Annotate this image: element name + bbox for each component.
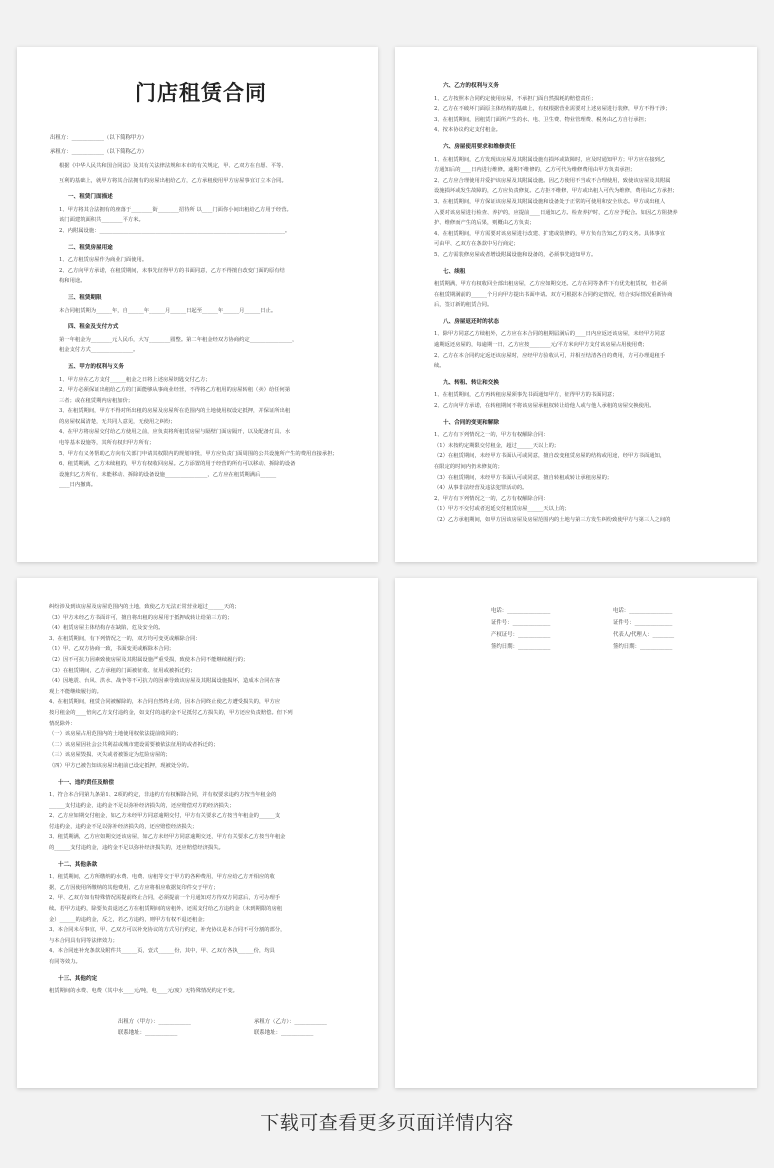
- clause-line: 续。若甲方违约，除要负责退还乙方在租赁期间的房租外，还需支付给乙方违约金（未到期限的房租: [49, 906, 283, 913]
- contact-field: 代表人/代理人：________: [613, 632, 675, 638]
- clause-line: 在限定的时间内仍未修复的；: [434, 464, 503, 470]
- section: [425, 418, 735, 526]
- clause-line: （1）甲方不交付或者迟延交付租赁房屋______天以上的；: [434, 506, 570, 513]
- section-heading: 六、房屋使用要求和维修责任: [443, 143, 516, 150]
- section: [425, 267, 735, 311]
- clause-line: 后，签订新的租赁合同。: [434, 302, 493, 309]
- section: [50, 362, 352, 491]
- clause-line: 可由甲、乙双方在条款中另行商定；: [434, 241, 519, 248]
- clause-line: 设施损坏或发生故障的，乙方应负责修复。乙方拒不维修，甲方或出租人可代为维修，费用由乙方承担；: [434, 188, 678, 195]
- text-line: 互利的基础上，就甲方将其合法拥有的房屋出租给乙方，乙方承租使用甲方房屋事宜订立本合同。: [59, 177, 287, 184]
- clause-line: 5、甲方有义务帮助乙方向有关部门申请其权限内的规划审批，甲方应负责门面周围的公共设施所产生的费用直接承担；: [59, 450, 338, 457]
- section: [425, 317, 735, 372]
- clause-line: 1、在租赁期间，乙方再转租房屋须事先书面通知甲方，征得甲方的书面同意；: [434, 392, 618, 399]
- section: [40, 778, 354, 854]
- clause-line: 2、内附属设施：______________________________________________________________________。: [59, 227, 291, 234]
- section-heading: 十一、违约责任及赔偿: [58, 779, 114, 786]
- signature-field: 联系地址：____________: [118, 1029, 178, 1036]
- text-line: 4、在租赁期间，租赁合同被解除的，本合同自然终止的，因本合同终止使乙方遭受损失的，甲方应: [49, 699, 281, 706]
- section: [425, 81, 735, 136]
- preamble: [50, 161, 352, 186]
- contact-field: 产权证号：____________: [491, 632, 551, 638]
- clause-line: 1、在租赁期间，乙方发现该房屋及其附属设施有损坏或故障时，应及时通知甲方；甲方应在接到乙: [434, 156, 666, 163]
- text-line: （4）因地震、台风、洪水、战争等不可抗力的因素导致该房屋及其附属设施损坏，造成本合同在客: [49, 678, 281, 685]
- section: [50, 322, 352, 356]
- clause-line: 构和用途。: [59, 278, 86, 285]
- clause-line: ____日内撤离。: [59, 482, 97, 489]
- download-caption: 下载可查看更多页面详情内容: [260, 1112, 514, 1134]
- contact-fields: [491, 606, 737, 652]
- clause-line: ______支付违约金，违约金不足以弥补经济损失的，还应赔偿对方的经济损失；: [49, 802, 235, 809]
- text-line: （2）因不可抗力因素致使房屋及其附属设施严重受损，致使本合同不能继续履行的；: [49, 656, 249, 663]
- section-heading: 四、租金及支付方式: [68, 324, 119, 331]
- contract-page-2: [395, 47, 757, 562]
- text-line: 情况除外：: [49, 720, 76, 727]
- clause-line: 租赁期满，甲方有权收回全部出租房屋，乙方应如期交还。乙方在同等条件下有优先租赁权，但必须: [434, 281, 668, 288]
- clause-line: 5、乙方需装修房屋或者增设附属设施和设备的，必须事先通知甲方。: [434, 251, 597, 258]
- text-line: （1）甲、乙双方协商一致，书面变更或解除本合同；: [49, 646, 175, 653]
- section: [50, 243, 352, 287]
- contract-page-4: [395, 578, 757, 1088]
- clause-line: 6、租赁期满，乙方未续租的，甲方有权收回房屋。乙方添置的用于经营的所有可以移动、拆除的设备: [59, 461, 296, 468]
- clause-line: 逾期返还房屋的，每逾期一日，乙方应按________元/平方米向甲方支付该房屋占用使用费；: [434, 342, 648, 349]
- party-line: 承租方：____________（以下简称乙方）: [50, 149, 148, 155]
- clause-line: （4）从事非法经营及违法犯罪活动的。: [434, 485, 528, 492]
- clause-line: 租金支付方式________________。: [59, 347, 139, 354]
- clause-line: 据，乙方因使用所缴纳的其他费用，乙方应将相应收据复印件交于甲方；: [49, 884, 219, 891]
- section-heading: 五、甲方的权利与义务: [68, 363, 124, 370]
- section-heading: 六、乙方的权利与义务: [443, 83, 499, 89]
- section-heading: 十、合同的变更和解除: [443, 419, 499, 426]
- clause-line: 2、乙方在不破坏门面原主体结构的基础上，有权根据营业需要对上述房屋进行装修，甲方不得干涉；: [434, 106, 671, 113]
- text-line: （四）甲方已被告知该房屋出租前已设定抵押，现被处分的。: [49, 762, 193, 769]
- signature-field: 承租方（乙方）：____________: [254, 1018, 327, 1025]
- clause-line: 2、乙方应如期交付租金，如乙方未经甲方同意逾期交付，甲方有关要求乙方按当年租金的______支: [49, 813, 281, 820]
- contact-field: 电话：________________: [613, 608, 673, 614]
- section-heading: 九、转租、转让和交换: [443, 379, 499, 386]
- clause-line: 方通知后的____日内进行维修。逾期不维修的，乙方可代为维修费用由甲方负责承担；: [434, 167, 636, 174]
- clause-line: 第一年租金为________元人民币，大写________圆整。第二年租金经双方协商约定________________，: [59, 336, 298, 343]
- clause-line: 1、租赁期间，乙方所缴纳的水费、电费、房租等交于甲方的各种费用，甲方应给乙方开相应的收: [49, 874, 275, 881]
- clause-line: 付违约金，违约金不足以弥补经济损失的，还应赔偿经济损失；: [49, 823, 198, 830]
- clause-line: 本合同租赁期为______年，自______年______月______日起至______年______月______日止。: [59, 307, 277, 314]
- clause-line: 2、乙方在本合同约定返还该房屋时，应经甲方验收认可，并相互结清各自的费用，方可办理退租手: [434, 352, 666, 359]
- section-heading: 一、租赁门面描述: [68, 194, 113, 201]
- clause-line: 2、甲方有下列情况之一的，乙方有权解除合同：: [434, 495, 549, 502]
- contact-field: 证件号：______________: [491, 620, 551, 626]
- section: [40, 860, 354, 968]
- contact-field: 电话：________________: [491, 608, 551, 614]
- clause-line: 2、乙方向甲方承诺，在转租期间不将该房屋承租权转让给他人或与他人承租的房屋交换使用。: [434, 403, 655, 410]
- clause-line: 有同等效力。: [49, 959, 81, 965]
- clause-line: 入要对该房屋进行检查、养护的，应提前____日通知乙方。检查养护时，乙方应予配合。如因乙方阻挠养: [434, 209, 678, 216]
- clause-line: 1、符合本合同第九条第1、2项的约定，非违约方有权解除合同，并有权要求违约方按当年租金的: [49, 792, 277, 799]
- contract-page-1: [17, 47, 378, 562]
- clause-line: 3、在租赁期间，因租赁门面所产生的水、电、卫生费、物业管理费、税务由乙方自行承担；: [434, 116, 650, 123]
- section: [50, 293, 352, 316]
- section: [50, 192, 352, 236]
- clause-line: 4、在租赁期间，甲方需要对该房屋进行改建、扩建或装修的，甲方负有告知乙方的义务。具体事宜: [434, 230, 666, 237]
- clause-line: 1、乙方有下列情况之一的，甲方有权解除合同：: [434, 432, 549, 439]
- clause-line: 3、本合同未尽事宜，甲、乙双方可以补充协议的方式另行约定，补充协议是本合同不可分割的部分，: [49, 927, 286, 934]
- contact-field: 签约日期：____________: [613, 644, 673, 650]
- text-line: 观上不能继续履行的。: [49, 688, 102, 695]
- contract-sections: [50, 192, 352, 491]
- party-line: 出租方：____________（以下简称甲方）: [50, 135, 148, 141]
- contact-field: 签约日期：____________: [491, 644, 551, 650]
- text-line: 纠纷涉及到该房屋及房屋范围内的土地，致使乙方无法正常营业超过______天的；: [49, 604, 240, 610]
- section: [40, 974, 354, 997]
- clause-line: 护、维修而产生的后果，则概由乙方负责；: [434, 220, 535, 227]
- text-line: （3）在租赁期间，乙方承租的门面被征收、征用或被拆迁的；: [49, 667, 196, 674]
- section: [425, 142, 735, 261]
- clause-line: 1、甲方将其合法拥有的座落于________街________招待所 以____门面你小间出租给乙方用于经营。: [59, 206, 292, 213]
- clause-line: 租赁期间的水费、电费（其中水____元/吨，电____元/度）无特殊情况约定不变。: [49, 988, 238, 995]
- clause-line: （2）在租赁期间，未经甲方书面认可或同意，擅自改变租赁房屋的结构或用途，经甲方书面通知，: [434, 453, 666, 460]
- clause-line: 三者；或在租赁期内房租加价；: [59, 397, 134, 404]
- section-heading: 十二、其他条款: [58, 861, 98, 868]
- text-line: 根据《中华人民共和国合同法》及其有关法律法规和本市的有关规定，甲、乙双方在自愿、平等、: [59, 163, 287, 169]
- section: [425, 378, 735, 412]
- contract-sections: [425, 81, 735, 526]
- section-heading: 十三、其他约定: [58, 975, 98, 982]
- clause-line: 4、在甲方将房屋交付给乙方使用之前，应负责将所租赁房屋与隔壁门面房隔开，以及配备灯具、水: [59, 429, 291, 436]
- clause-line: （3）在租赁期间，未经甲方书面认可或同意，擅自转租或转让承租房屋的；: [434, 474, 613, 481]
- clause-line: 2、甲、乙双方如有特殊情况需提前终止合同，必须提前一个月通知对方待双方同意后，方可办理手: [49, 895, 281, 902]
- contract-page-3: [17, 578, 378, 1088]
- text-line: （4）租赁房屋主体结构存在缺陷，危及安全的。: [49, 625, 164, 632]
- clause-line: 2、乙方应合理使用并爱护该房屋及其附属设施。因乙方使用不当或不合理使用，致使该房屋及其附属: [434, 177, 671, 184]
- clause-line: 与本合同具有同等法律效力；: [49, 937, 118, 944]
- text-line: （二）该房屋因社会公共利益或城市建设需要被依法征用的或者拆迁的；: [49, 741, 219, 748]
- continued-text: [40, 602, 354, 772]
- section-heading: 八、房屋返还时的状态: [443, 318, 499, 325]
- clause-line: 2、甲方必须保证出租给乙方的门面能够从事商业经营，不得将乙方租用的房屋转租（卖）给任何第: [59, 387, 291, 394]
- parties-block: [50, 133, 352, 157]
- signature-block: [40, 1017, 354, 1036]
- clause-line: 的房屋权属清楚，无共同人意见，无使用之纠纷；: [59, 418, 176, 425]
- clause-line: 金）______的违约金，反之，若乙方违约，则甲方有权不退还租金；: [49, 916, 208, 923]
- clause-line: 3、在租赁期间，甲方不得对所出租的房屋及房屋所在范围内的土地使用权设定抵押，并保证所出租: [59, 408, 291, 415]
- clause-line: 在租赁期满前的______个月向甲方提出书面申请。双方可根据本合同约定情况，结合实际情况重新协商: [434, 291, 673, 298]
- contract-sections: [40, 778, 354, 997]
- text-line: （三）该房屋毁损、灭失或者被鉴定为危险房屋的；: [49, 752, 171, 759]
- contact-field: 证件号：______________: [613, 620, 673, 626]
- clause-line: 3、在租赁期间，甲方保证该房屋及其附属设施和设备处于正常的可使用和安全状态。甲方或出租人: [434, 198, 666, 205]
- clause-line: 2、乙方向甲方承诺，在租赁期间，未事先征得甲方的书面同意，乙方不得擅自改变门面的原有结: [59, 267, 285, 274]
- signature-field: 出租方（甲方）：____________: [118, 1018, 191, 1025]
- clause-line: 1、乙方按照本合同约定使用房屋，不承担门面自然损耗的赔偿责任；: [434, 95, 597, 102]
- text-line: 按月租金的____倍向乙方支付违约金，如支付的违约金不足抵付乙方损失的，甲方还应负责赔偿。但下列: [49, 709, 293, 716]
- text-line: 3、在租赁期间，有下列情况之一的，双方均可变更或解除合同：: [49, 635, 201, 642]
- clause-line: （2）乙方承租期间，如甲方因该房屋及房屋范围内的土地与第三方发生纠纷致使甲方与第三人之间的: [434, 516, 671, 523]
- clause-line: 1、乙方租赁房屋作为商业门面使用。: [59, 257, 148, 264]
- text-line: （一）该房屋占用范围内的土地使用权依法提前收回的；: [49, 731, 182, 738]
- document-title: 门店租赁合同: [135, 81, 267, 105]
- clause-line: 1、甲方应在乙方支付______租金之日将上述房屋钥匙交付乙方；: [59, 376, 211, 383]
- clause-line: （1）未按约定期限交付租金，超过______天以上的；: [434, 442, 560, 449]
- clause-line: 4、按本协议约定支付租金。: [434, 127, 501, 134]
- signature-field: 联系地址：____________: [254, 1029, 314, 1036]
- section-heading: 七、续租: [443, 268, 466, 275]
- clause-line: 4、本合同连补充条款及附件共______页，壹式______份，其中，甲、乙双方各执______份，均具: [49, 948, 275, 955]
- clause-line: 该门面建筑面积共________平方米。: [59, 217, 144, 224]
- clause-line: 设施归乙方所有，未能移动、拆除的设备设施________________，乙方应在租赁期满后______: [59, 471, 277, 478]
- section-heading: 三、租赁期限: [68, 294, 102, 301]
- clause-line: 电等基本设施等，其所有权归甲方所有；: [59, 440, 155, 447]
- clause-line: 3、租赁期满，乙方应如期交还该房屋，如乙方未经甲方同意逾期交还，甲方有关要求乙方按当年租金: [49, 834, 286, 841]
- clause-line: 1、除甲方同意乙方续租外，乙方应在本合同的租期届满后的____日内应返还该房屋，未经甲方同意: [434, 331, 666, 338]
- clause-line: 续。: [434, 363, 445, 370]
- text-line: （3）甲方未经乙方书面许可，擅自将出租的房屋用于抵押或转让给第三方的；: [49, 614, 233, 621]
- section-heading: 二、租赁房屋用途: [68, 244, 113, 251]
- clause-line: 的______支付违约金，违约金不足以弥补经济损失的，还应赔偿经济损失。: [49, 845, 224, 852]
